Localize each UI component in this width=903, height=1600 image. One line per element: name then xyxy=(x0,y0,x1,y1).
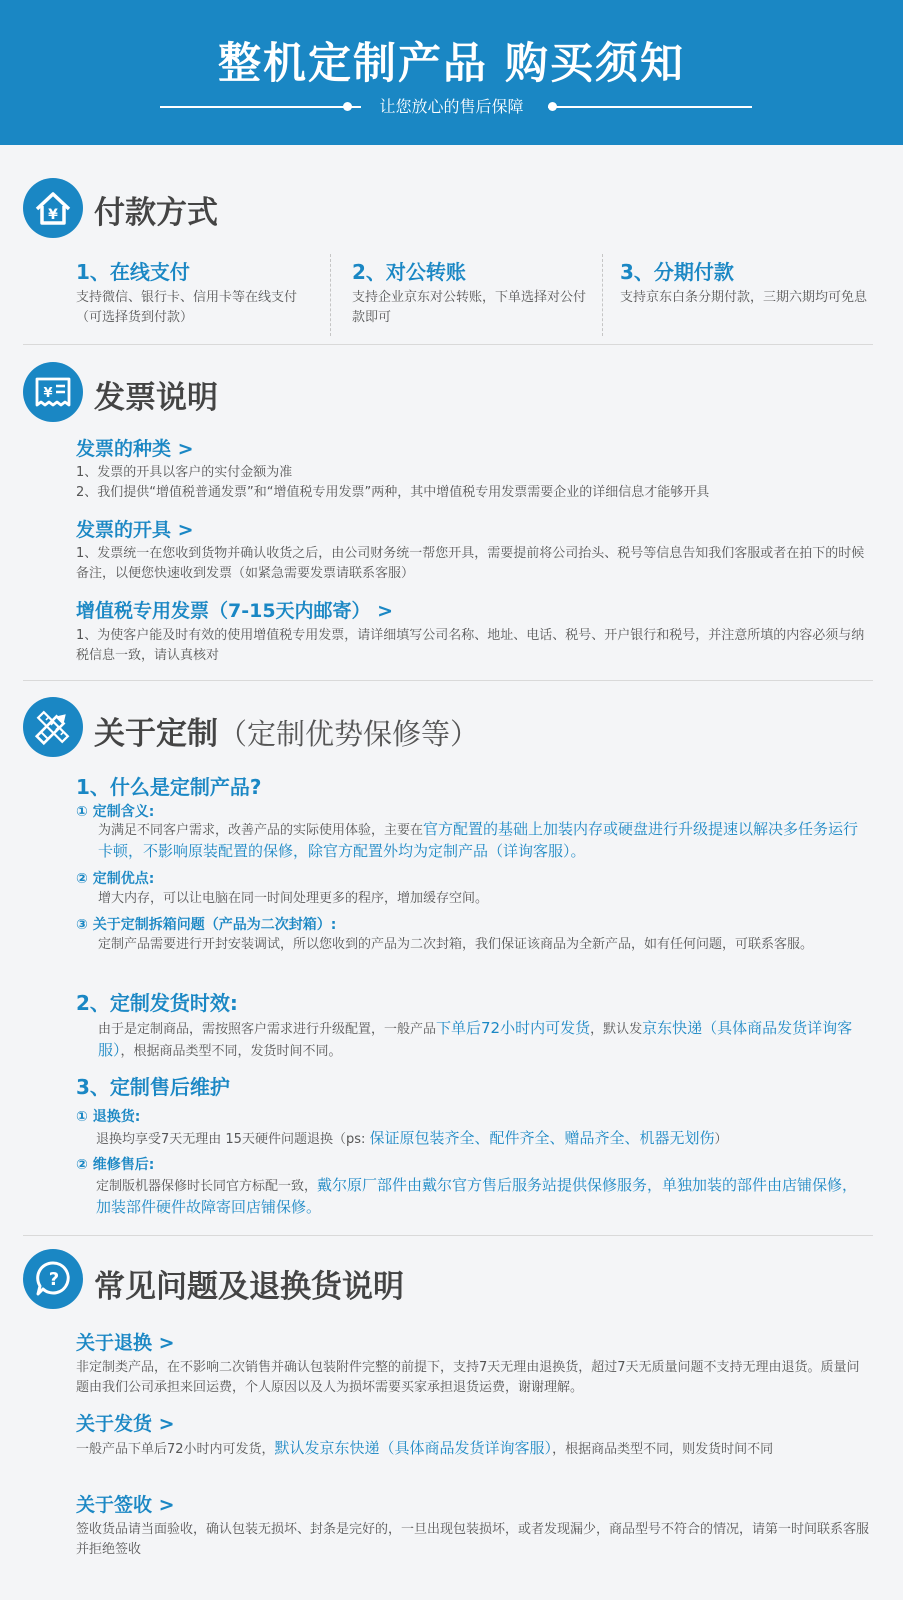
custom-section-title xyxy=(94,708,479,753)
invoice-vat-text: 1、为使客户能及时有效的使用增值税专用发票，请详细填写公司名称、地址、电话、税号、开户银行和税号，并注意所填的内容必须与纳税信息一致，请认真核对 xyxy=(76,628,865,663)
custom-return-highlight: 保证原包装齐全、配件齐全、赠品齐全、机器无划伤 xyxy=(369,1129,715,1147)
custom-title-main: 关于定制 xyxy=(94,716,218,752)
faq-ship-plain-2: ，根据商品类型不同，则发货时间不同 xyxy=(552,1442,774,1457)
invoice-issue-text: 1、发票统一在您收到货物并确认收货之后，由公司财务统一帮您开具，需要提前将公司抬头、税号等信息告知我们客服或者在拍下的时候备注，以便您快速收到发票（如紧急需要发票请联系客服） xyxy=(76,546,865,581)
custom-return-text xyxy=(96,1128,871,1150)
svg-text:?: ? xyxy=(48,1269,60,1290)
custom-return-plain: 退换均享受7天无理由 15天硬件问题退换（ps: xyxy=(96,1132,370,1147)
payment-divider-2 xyxy=(602,254,603,336)
custom-q1-heading: 1、什么是定制产品? xyxy=(76,775,262,799)
custom-ship-highlight-2: 京东快递（具体商品发货详询客服） xyxy=(98,1019,853,1059)
custom-unbox-text: 定制产品需要进行开封安装调试，所以您收到的产品为二次封箱，我们保证该商品为全新产品，如有任何问题，可联系客服。 xyxy=(98,937,814,952)
pencil-ruler-icon xyxy=(23,697,83,757)
header-right-dot xyxy=(548,102,557,111)
faq-ship-plain-1: 一般产品下单后72小时内可发货， xyxy=(76,1442,275,1457)
custom-return-label: ① 退换货: xyxy=(76,1109,141,1125)
header-right-line xyxy=(548,106,752,108)
custom-return-end: ） xyxy=(714,1132,728,1147)
invoice-section-title: 发票说明 xyxy=(94,380,218,416)
custom-advantage-label: ② 定制优点: xyxy=(76,871,155,887)
section-divider xyxy=(23,1235,873,1236)
invoice-icon xyxy=(23,362,83,422)
custom-advantage-text: 增大内存，可以让电脑在同一时间处理更多的程序，增加缓存空间。 xyxy=(98,891,489,906)
section-divider xyxy=(23,680,873,681)
custom-ship-plain-2: ，默认发 xyxy=(590,1022,643,1037)
custom-meaning-label: ① 定制含义: xyxy=(76,804,155,820)
svg-text:¥: ¥ xyxy=(43,386,53,401)
page-header xyxy=(0,0,903,145)
payment-method-1-title: 1、在线支付 xyxy=(76,260,190,284)
payment-section-title: 付款方式 xyxy=(94,195,218,231)
payment-method-3-title: 3、分期付款 xyxy=(620,260,734,284)
custom-repair-plain: 定制版机器保修时长同官方标配一致， xyxy=(96,1179,318,1194)
payment-method-3-desc: 支持京东白条分期付款，三期六期均可免息 xyxy=(620,290,868,305)
custom-q2-heading: 2、定制发货时效: xyxy=(76,991,238,1015)
invoice-issue-heading[interactable]: 发票的开具 > xyxy=(76,519,194,541)
payment-method-2-desc: 支持企业京东对公转账，下单选择对公付款即可 xyxy=(352,290,587,325)
page-subtitle: 让您放心的售后保障 xyxy=(379,97,524,116)
custom-meaning-plain: 为满足不同客户需求，改善产品的实际使用体验，主要在 xyxy=(98,823,424,838)
header-left-line-long xyxy=(160,106,350,108)
faq-section-title: 常见问题及退换货说明 xyxy=(94,1269,404,1305)
custom-ship-plain-1: 由于是定制商品，需按照客户需求进行升级配置，一般产品 xyxy=(98,1022,437,1037)
faq-ship-highlight: 默认发京东快递（具体商品发货详询客服） xyxy=(274,1439,553,1457)
payment-method-2-title: 2、对公转账 xyxy=(352,260,466,284)
svg-text:¥: ¥ xyxy=(48,207,58,223)
custom-ship-text xyxy=(98,1018,863,1062)
payment-divider-1 xyxy=(330,254,331,336)
invoice-type-line-1: 1、发票的开具以客户的实付金额为准 xyxy=(76,465,293,480)
yen-house-icon xyxy=(23,178,83,238)
invoice-type-line-2: 2、我们提供“增值税普通发票”和“增值税专用发票”两种，其中增值税专用发票需要企业的详细信息才能够开具 xyxy=(76,485,710,500)
custom-repair-label: ② 维修售后: xyxy=(76,1157,155,1173)
faq-sign-text: 签收货品请当面验收，确认包装无损坏、封条是完好的，一旦出现包装损坏，或者发现漏少，商品型号不符合的情况，请第一时间联系客服并拒绝签收 xyxy=(76,1522,870,1557)
custom-unbox-label: ③ 关于定制拆箱问题（产品为二次封箱）: xyxy=(76,917,337,933)
faq-ship-heading[interactable]: 关于发货 > xyxy=(76,1413,175,1435)
custom-meaning-text xyxy=(98,819,863,863)
faq-return-heading[interactable]: 关于退换 > xyxy=(76,1332,175,1354)
custom-ship-highlight-1: 下单后72小时内可发货 xyxy=(436,1019,591,1037)
custom-meaning-highlight: 官方配置的基础上加装内存或硬盘进行升级提速以解决多任务运行卡顿，不影响原装配置的保修，除官方配置外均为定制产品（详询客服）。 xyxy=(98,820,859,860)
custom-title-paren: （定制优势保修等） xyxy=(218,717,480,751)
invoice-vat-heading[interactable]: 增值税专用发票（7-15天内邮寄） > xyxy=(76,600,394,622)
faq-sign-heading[interactable]: 关于签收 > xyxy=(76,1494,175,1516)
faq-return-text: 非定制类产品，在不影响二次销售并确认包装附件完整的前提下，支持7天无理由退换货，超过7天无质量问题不支持无理由退货。质量问题由我们公司承担来回运费，个人原因以及人为损坏需要买家承担退货运费，谢谢理解。 xyxy=(76,1360,860,1395)
custom-q3-heading: 3、定制售后维护 xyxy=(76,1075,230,1099)
invoice-type-heading[interactable]: 发票的种类 > xyxy=(76,438,194,460)
page-title: 整机定制产品 购买须知 xyxy=(218,39,685,89)
question-bubble-icon xyxy=(23,1249,83,1309)
custom-repair-highlight: 戴尔原厂部件由戴尔官方售后服务站提供保修服务，单独加装的部件由店铺保修，加装部件硬件故障寄回店铺保修。 xyxy=(96,1176,858,1216)
faq-ship-text xyxy=(76,1438,871,1460)
payment-method-1-desc: 支持微信、银行卡、信用卡等在线支付（可选择货到付款） xyxy=(76,290,298,325)
section-divider xyxy=(23,344,873,345)
custom-repair-text xyxy=(96,1175,866,1219)
custom-ship-plain-3: ，根据商品类型不同，发货时间不同。 xyxy=(120,1044,342,1059)
